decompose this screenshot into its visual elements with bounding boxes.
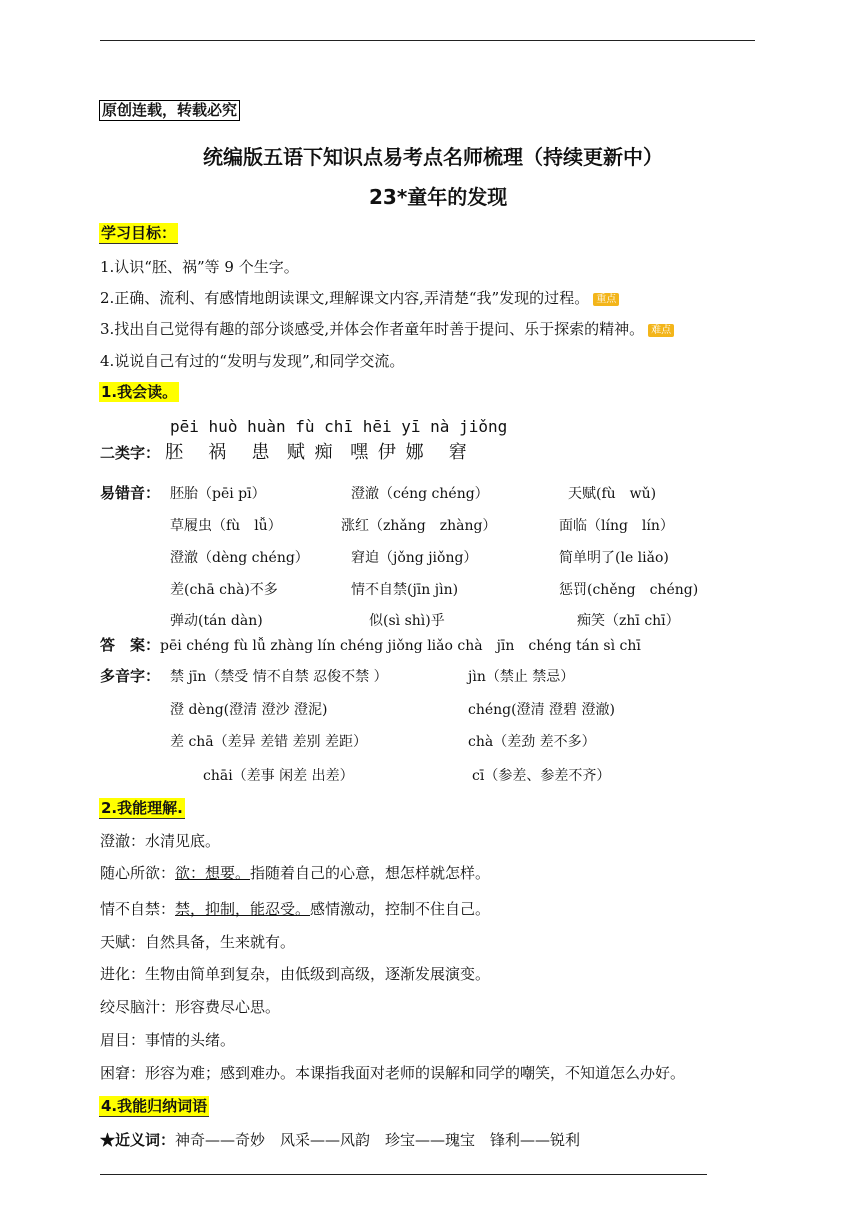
pinyin: huò — [208, 417, 238, 436]
error-cell: 澄澈（dèng chéng） — [170, 550, 309, 566]
understand-heading: 2.我能理解. — [101, 799, 183, 817]
error-cell: 弹动(tán dàn) — [170, 613, 263, 629]
char: 伊 — [377, 442, 398, 463]
chars-row — [100, 438, 469, 464]
definition-text: 形容费尽心思。 — [175, 998, 281, 1016]
error-cell: 天赋(fù wǔ) — [568, 486, 657, 502]
char: 患 — [251, 442, 272, 463]
page-title: 统编版五语下知识点易考点名师梳理（持续更新中） — [203, 145, 663, 169]
definition-text: 水清见底。 — [145, 832, 221, 850]
pinyin: yī — [401, 417, 421, 436]
synonyms-label: ★近义词： — [100, 1131, 176, 1149]
definition-item — [100, 862, 490, 883]
definition-text: 自然具备，生来就有。 — [145, 933, 296, 951]
pinyin: nà — [430, 417, 450, 436]
error-cell: 惩罚(chěng chéng) — [559, 582, 699, 598]
char: 胚 — [165, 442, 186, 463]
definition-term: 困窘： — [100, 1064, 146, 1082]
error-cell: 简单明了(le liǎo) — [559, 550, 669, 566]
goals-heading: 学习目标： — [101, 224, 177, 242]
error-cell: 草履虫（fù lǚ） — [170, 518, 282, 534]
definition-item — [100, 931, 295, 952]
bottom-rule — [100, 1174, 707, 1175]
definition-text: 事情的头绪。 — [145, 1031, 236, 1049]
pinyin-row — [170, 417, 507, 436]
error-cell: 差(chā chà)不多 — [170, 582, 278, 598]
definition-text: 生物由简单到复杂，由低级到高级，逐渐发展演变。 — [145, 965, 491, 983]
goal-item-3-text: 3.找出自己觉得有趣的部分谈感受,并体会作者童年时善于提问、乐于探索的精神。 — [100, 320, 645, 338]
lesson-title: 23*童年的发现 — [369, 185, 508, 209]
understand-heading-wrap — [99, 797, 185, 818]
pinyin: huàn — [247, 417, 286, 436]
copyright-notice: 原创连载，转载必究 — [99, 100, 240, 121]
goals-heading-wrap — [99, 222, 178, 243]
pinyin: fù — [295, 417, 315, 436]
polyphone-cell: chà（差劲 差不多） — [468, 734, 596, 750]
definition-term: 情不自禁： — [100, 900, 176, 918]
goal-item-1: 1.认识“胚、祸”等 9 个生字。 — [100, 258, 299, 276]
error-cell: 似(sì shì)乎 — [369, 613, 445, 629]
polyphone-cell: chāi（差事 闲差 出差） — [203, 768, 354, 784]
definition-term: 澄澈： — [100, 832, 146, 850]
error-cell: 涨红（zhǎng zhàng） — [341, 518, 497, 534]
definition-text: 指随着自己的心意，想怎样就怎样。 — [250, 864, 491, 882]
char: 嘿 — [350, 442, 371, 463]
definition-note: 欲：想要。 — [175, 864, 251, 882]
answer-row — [100, 634, 641, 655]
top-rule — [100, 40, 755, 41]
answer-text: pēi chéng fù lǚ zhàng lín chéng jiǒng liǎo chà jīn chéng tán sì chī — [160, 638, 641, 654]
read-heading-wrap — [99, 381, 179, 402]
polyphone-cell: 禁 jīn（禁受 情不自禁 忍俊不禁 ） — [170, 669, 388, 685]
char: 窘 — [448, 442, 469, 463]
key-point-tag: 重点 — [593, 293, 619, 306]
definition-text: 感情激动，控制不住自己。 — [310, 900, 491, 918]
char: 娜 — [405, 442, 426, 463]
goal-item-4: 4.说说自己有过的“发明与发现”,和同学交流。 — [100, 352, 405, 370]
read-heading: 1.我会读。 — [101, 383, 178, 401]
pinyin: hēi — [362, 417, 392, 436]
pinyin: pēi — [170, 417, 199, 436]
definition-term: 绞尽脑汁： — [100, 998, 176, 1016]
char: 祸 — [208, 442, 229, 463]
definition-item — [100, 898, 490, 919]
error-cell: 情不自禁(jīn jìn) — [351, 582, 459, 598]
definition-term: 随心所欲： — [100, 864, 176, 882]
goal-item-3 — [100, 318, 674, 339]
definition-item — [100, 963, 490, 984]
char: 痴 — [314, 442, 335, 463]
answer-label: 答 案： — [100, 636, 161, 654]
words-heading-wrap — [99, 1095, 209, 1116]
difficulty-tag: 难点 — [648, 324, 674, 337]
chars-label: 二类字： — [100, 444, 161, 462]
polyphone-cell: 澄 dèng(澄清 澄沙 澄泥) — [170, 702, 328, 718]
words-heading: 4.我能归纳词语 — [101, 1097, 208, 1115]
polyphone-label: 多音字： — [100, 667, 161, 685]
error-cell: 澄澈（céng chéng） — [351, 486, 489, 502]
synonyms-text: 神奇——奇妙 风采——风韵 珍宝——瑰宝 锋利——锐利 — [175, 1131, 581, 1149]
char: 赋 — [286, 442, 307, 463]
definition-item — [100, 830, 220, 851]
pinyin: chī — [324, 417, 354, 436]
pinyin: jiǒng — [459, 417, 508, 436]
definition-text: 形容为难；感到难办。本课指我面对老师的误解和同学的嘲笑，不知道怎么办好。 — [145, 1064, 686, 1082]
error-cell: 窘迫（jǒng jiǒng） — [351, 550, 478, 566]
error-prone-label: 易错音： — [100, 484, 161, 502]
error-cell: 胚胎（pēi pī） — [170, 486, 266, 502]
definition-note: 禁，抑制，能忍受。 — [175, 900, 311, 918]
definition-term: 眉目： — [100, 1031, 146, 1049]
definition-term: 进化： — [100, 965, 146, 983]
polyphone-cell: 差 chā（差异 差错 差别 差距） — [170, 734, 368, 750]
polyphone-cell: chéng(澄清 澄碧 澄澈) — [468, 702, 615, 718]
polyphone-cell: jìn（禁止 禁忌） — [468, 669, 575, 685]
error-cell: 面临（líng lín） — [559, 518, 674, 534]
error-cell: 痴笑（zhī chī） — [577, 613, 680, 629]
goal-item-2-text: 2.正确、流利、有感情地朗读课文,理解课文内容,弄清楚“我”发现的过程。 — [100, 289, 590, 307]
definition-item — [100, 1029, 235, 1050]
definition-item — [100, 996, 280, 1017]
synonyms-row — [100, 1129, 580, 1150]
definition-term: 天赋： — [100, 933, 146, 951]
goal-item-2 — [100, 287, 619, 308]
polyphone-cell: cī（参差、参差不齐） — [472, 768, 611, 784]
definition-item — [100, 1062, 685, 1083]
char-list — [165, 442, 469, 463]
